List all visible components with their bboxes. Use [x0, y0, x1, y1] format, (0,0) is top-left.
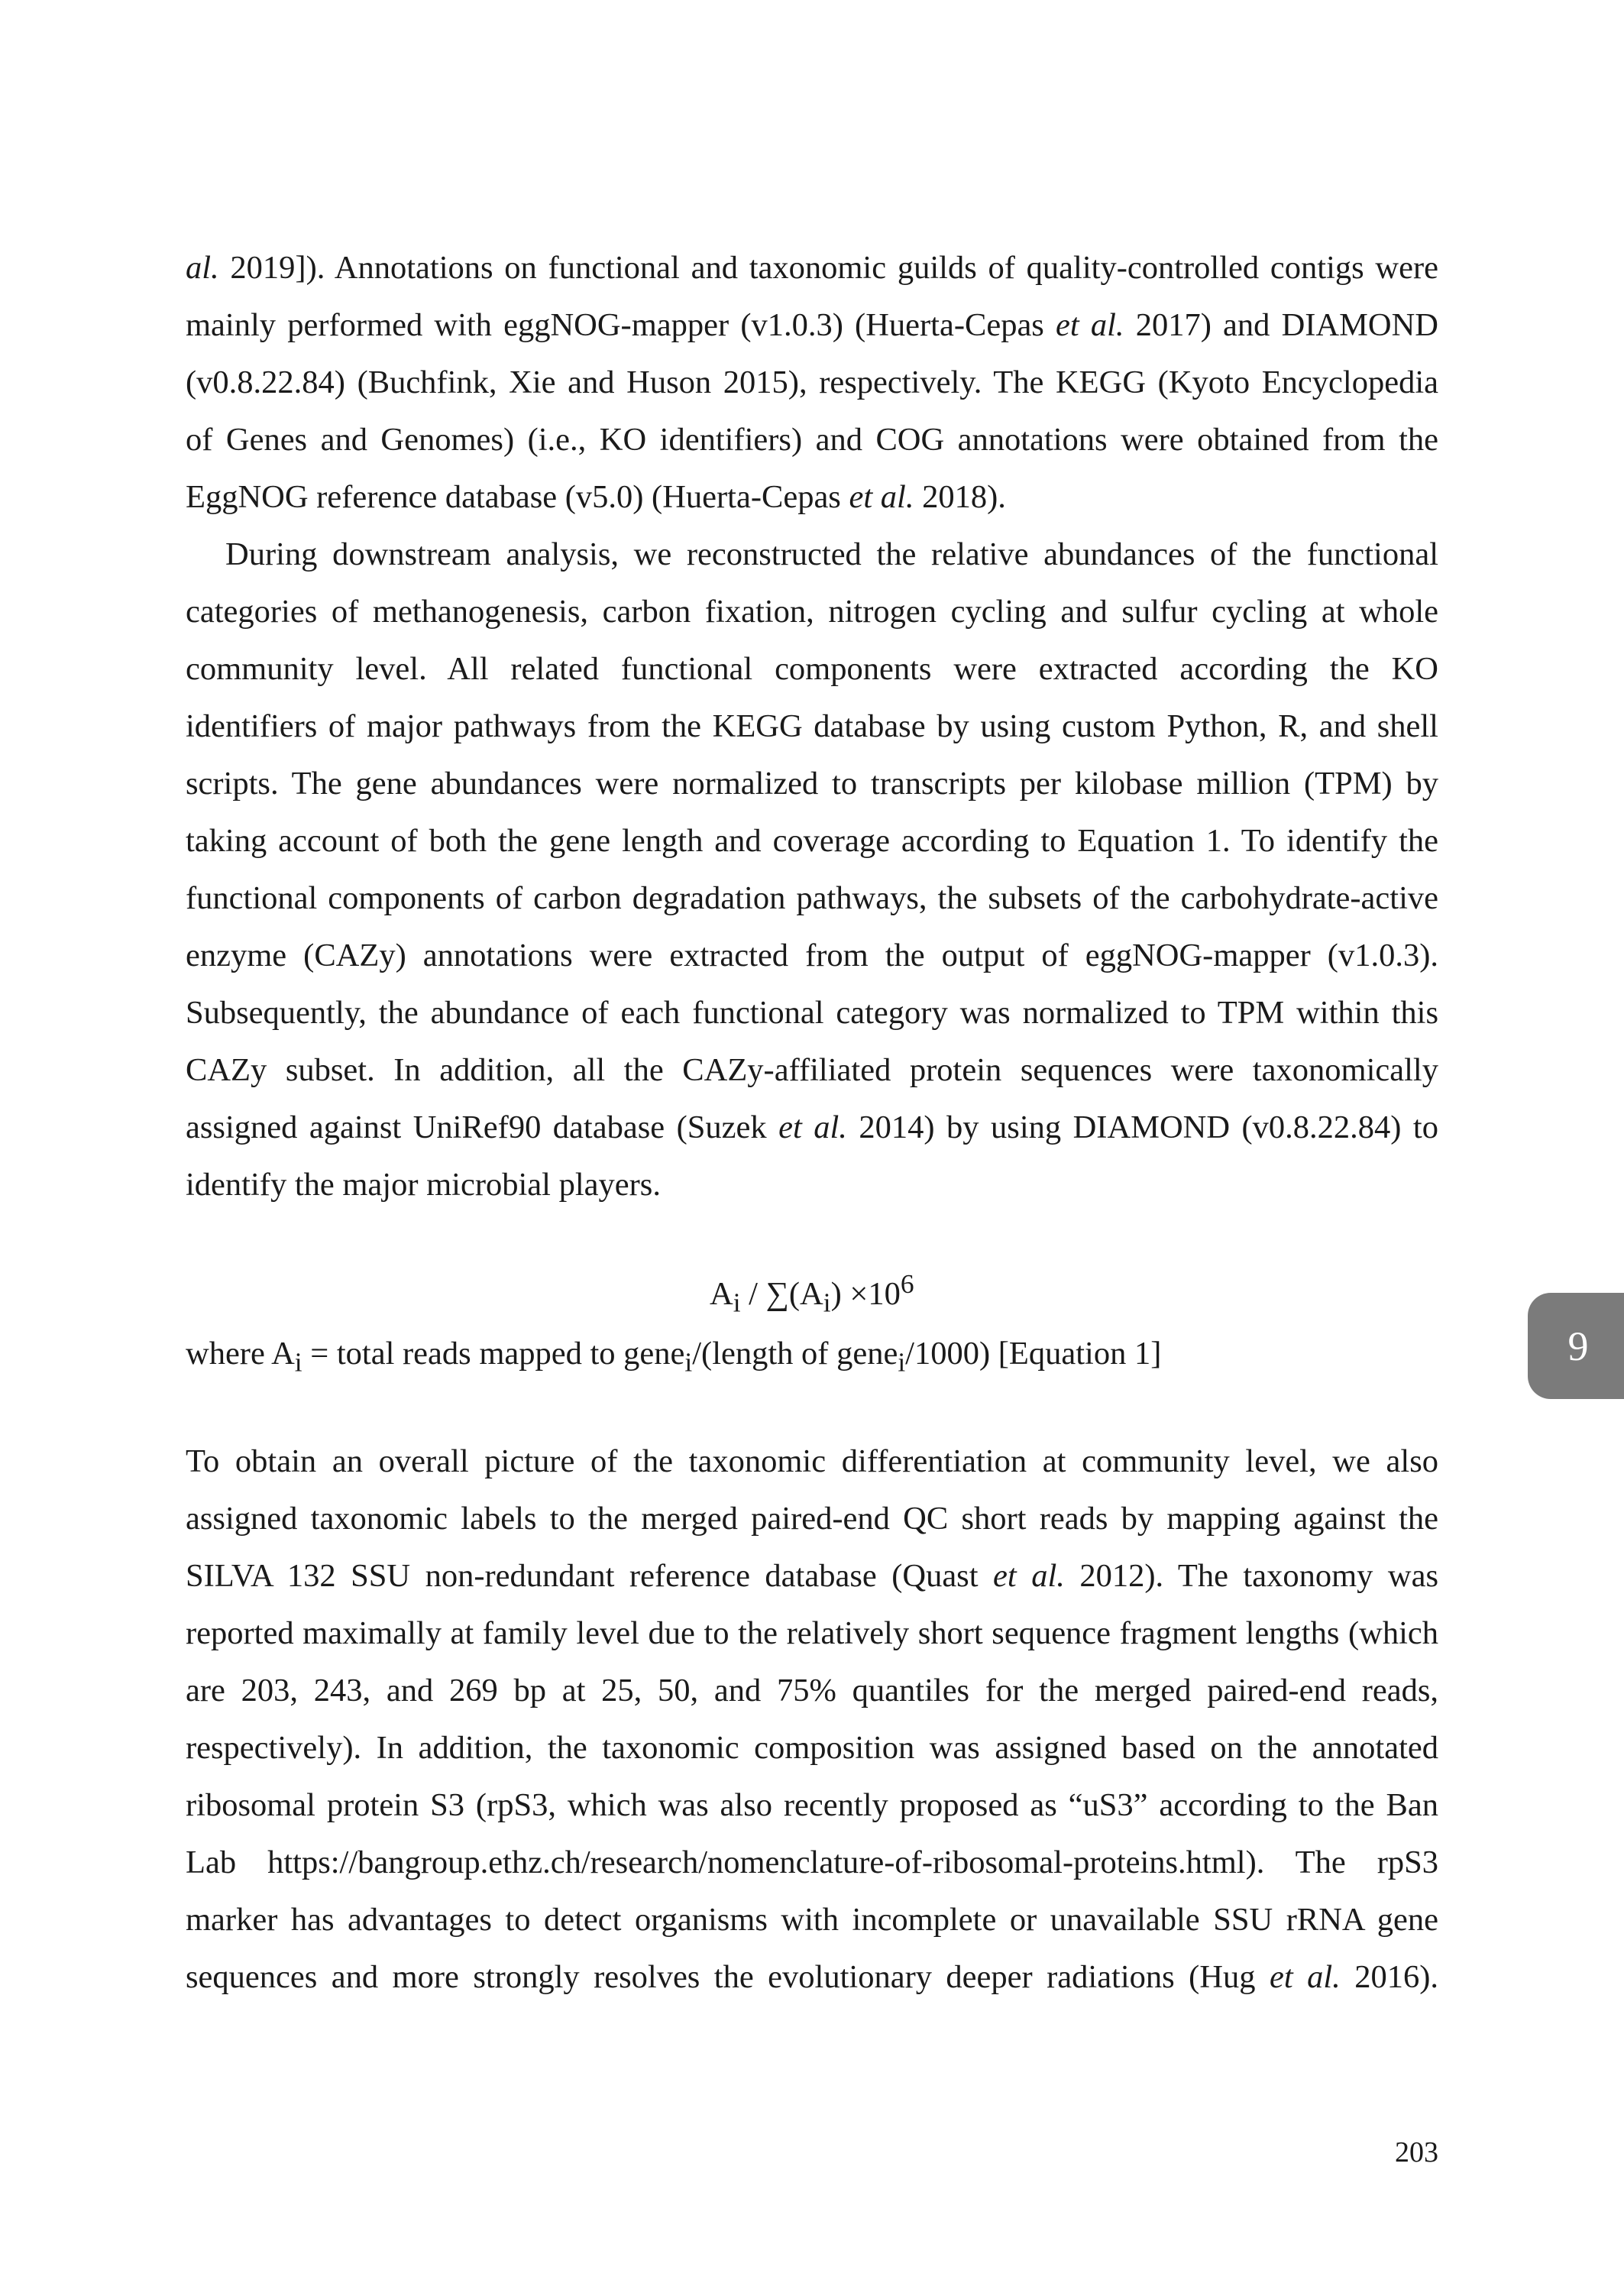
- text-line: community level. All related functional components were extracted according the KO: [186, 651, 1438, 687]
- text-line: Subsequently, the abundance of each functional category was normalized to TPM within this: [186, 995, 1438, 1031]
- text-line: enzyme (CAZy) annotations were extracted from the output of eggNOG-mapper (v1.0.3).: [186, 938, 1438, 973]
- italic-citation: et al.: [1269, 1959, 1341, 1995]
- page-number: 203: [1395, 2136, 1438, 2168]
- equation-subscript: i: [823, 1287, 831, 1318]
- text-line: [186, 296, 1438, 354]
- chapter-number: 9: [1567, 1323, 1589, 1369]
- text-line: Lab https://bangroup.ethz.ch/research/nomenclature-of-ribosomal-proteins.html). The rpS3: [186, 1844, 1438, 1880]
- text-line: During downstream analysis, we reconstructed the relative abundances of the functional: [225, 536, 1438, 572]
- text-run: 2014) by using DIAMOND (v0.8.22.84) to: [846, 1109, 1438, 1145]
- text-run: 2019]). Annotations on functional and taxonomic guilds of quality-controlled contigs were: [218, 250, 1438, 286]
- text-line: [186, 1099, 1438, 1156]
- text-run: where A: [186, 1336, 295, 1372]
- text-line: CAZy subset. In addition, all the CAZy-affiliated protein sequences were taxonomically: [186, 1052, 1438, 1088]
- equation-exponent: 6: [900, 1268, 914, 1299]
- text-run: /1000) [Equation 1]: [905, 1336, 1162, 1372]
- text-line: assigned taxonomic labels to the merged paired-end QC short reads by mapping against the: [186, 1501, 1438, 1537]
- italic-citation: et al.: [778, 1109, 847, 1145]
- text-line: categories of methanogenesis, carbon fixation, nitrogen cycling and sulfur cycling at whole: [186, 594, 1438, 630]
- equation-sum: ∑(A: [765, 1276, 823, 1313]
- equation-definition: [186, 1325, 1161, 1391]
- italic-citation: al.: [186, 250, 219, 286]
- text-run: 2016).: [1340, 1959, 1439, 1995]
- text-run: /(length of gene: [692, 1336, 898, 1372]
- equation-subscript: i: [733, 1287, 741, 1318]
- subscript: i: [898, 1346, 906, 1378]
- text-run: 2018).: [914, 479, 1006, 515]
- italic-citation: et al.: [1056, 307, 1124, 343]
- italic-citation: et al.: [849, 479, 914, 515]
- text-line: To obtain an overall picture of the taxonomic differentiation at community level, we also: [186, 1443, 1438, 1479]
- body-text-bottom: [186, 1433, 1438, 2006]
- text-run: sequences and more strongly resolves the evolutionary deeper radiations (Hug: [186, 1959, 1270, 1995]
- text-run: 2012). The taxonomy was: [1064, 1558, 1438, 1594]
- text-run: assigned against UniRef90 database (Suzek: [186, 1109, 779, 1145]
- text-line: [186, 1948, 1438, 2006]
- text-line: respectively). In addition, the taxonomic composition was assigned based on the annotated: [186, 1730, 1438, 1766]
- text-line: identifiers of major pathways from the KEGG database by using custom Python, R, and shell: [186, 708, 1438, 744]
- text-run: SILVA 132 SSU non-redundant reference database (Quast: [186, 1558, 994, 1594]
- text-run: = total reads mapped to gene: [302, 1336, 685, 1372]
- text-line: are 203, 243, and 269 bp at 25, 50, and 75% quantiles for the merged paired-end reads,: [186, 1673, 1438, 1708]
- subscript: i: [684, 1346, 693, 1378]
- text-line: functional components of carbon degradation pathways, the subsets of the carbohydrate-active: [186, 880, 1438, 916]
- text-run: mainly performed with eggNOG-mapper (v1.0.3) (Huerta-Cepas: [186, 307, 1056, 343]
- text-line: (v0.8.22.84) (Buchfink, Xie and Huson 2015), respectively. The KEGG (Kyoto Encyclopedia: [186, 364, 1438, 400]
- text-line: [186, 468, 1438, 526]
- text-line: [186, 239, 1438, 296]
- equation-symbol: A: [710, 1276, 733, 1313]
- text-line: reported maximally at family level due to the relatively short sequence fragment lengths (which: [186, 1615, 1438, 1651]
- equation-factor: ) ×10: [830, 1276, 901, 1313]
- equation-operator: /: [740, 1276, 766, 1313]
- text-line: scripts. The gene abundances were normalized to transcripts per kilobase million (TPM) by: [186, 766, 1438, 802]
- body-text-top: [186, 239, 1438, 1213]
- text-line: ribosomal protein S3 (rpS3, which was also recently proposed as “uS3” according to the Ban: [186, 1787, 1438, 1823]
- text-run: EggNOG reference database (v5.0) (Huerta-Cepas: [186, 479, 849, 515]
- italic-citation: et al.: [993, 1558, 1065, 1594]
- text-line: marker has advantages to detect organisms with incomplete or unavailable SSU rRNA gene: [186, 1902, 1438, 1938]
- equation-1: [710, 1255, 914, 1332]
- text-line: identify the major microbial players.: [186, 1167, 661, 1203]
- chapter-tab: [1528, 1293, 1624, 1399]
- text-line: taking account of both the gene length and coverage according to Equation 1. To identify the: [186, 823, 1438, 859]
- subscript: i: [294, 1346, 302, 1378]
- text-line: [186, 1547, 1438, 1605]
- text-run: 2017) and DIAMOND: [1124, 307, 1438, 343]
- text-line: of Genes and Genomes) (i.e., KO identifiers) and COG annotations were obtained from the: [186, 422, 1438, 458]
